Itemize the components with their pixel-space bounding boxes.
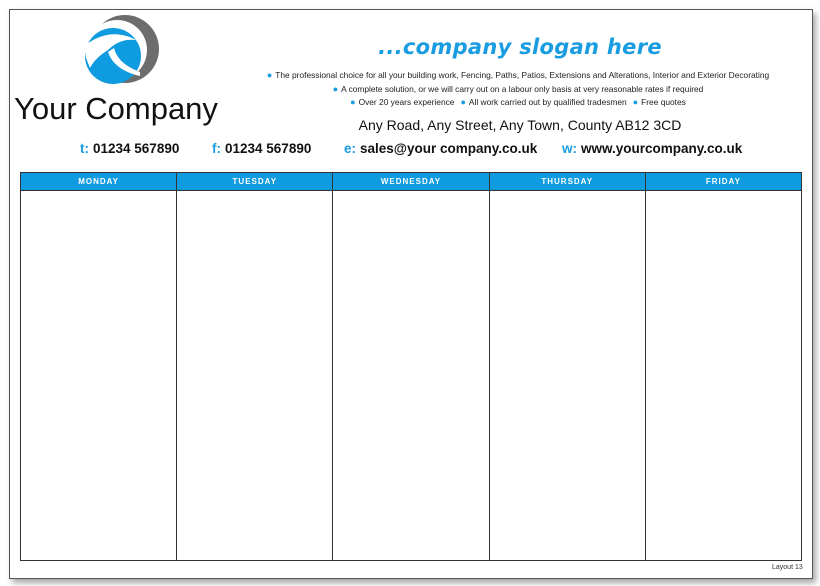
- fax: [212, 141, 311, 156]
- bullet-text: A complete solution, or we will carry out on a labour only basis at very reasonable rates if required: [341, 83, 704, 94]
- day-notes-area: [490, 191, 645, 560]
- fax-label: f:: [212, 141, 221, 156]
- layout-label: Layout 13: [772, 564, 803, 571]
- fax-number: 01234 567890: [225, 141, 312, 156]
- company-name: Your Company: [14, 91, 218, 126]
- day-header: FRIDAY: [646, 173, 801, 191]
- web-address: www.yourcompany.co.uk: [581, 141, 743, 156]
- bullet-text: Over 20 years experience: [358, 97, 455, 108]
- company-logo-icon: [80, 12, 162, 94]
- tel-label: t:: [80, 141, 89, 156]
- email-label: e:: [344, 141, 357, 156]
- day-notes-area: [177, 191, 332, 560]
- weekly-planner-grid: [20, 172, 802, 561]
- tel-number: 01234 567890: [93, 141, 180, 156]
- email: [344, 141, 537, 156]
- company-address: Any Road, Any Street, Any Town, County AB12 3CD: [358, 117, 682, 133]
- bullet-icon: ●: [632, 97, 639, 108]
- bullet-icon: ●: [266, 70, 273, 80]
- day-header: MONDAY: [21, 173, 176, 191]
- day-notes-area: [21, 191, 176, 560]
- day-header: THURSDAY: [490, 173, 645, 191]
- services-bullets: [215, 69, 815, 110]
- bullet-text: The professional choice for all your building work, Fencing, Paths, Patios, Extensions and Alterations, Interior and Exterior Decorating: [275, 70, 770, 80]
- day-column-tuesday: [177, 173, 333, 560]
- day-notes-area: [333, 191, 488, 560]
- day-header: WEDNESDAY: [333, 173, 488, 191]
- website: [562, 141, 742, 156]
- day-notes-area: [646, 191, 801, 560]
- day-column-friday: [646, 173, 801, 560]
- bullet-icon: ●: [460, 97, 466, 108]
- bullet-icon: ●: [350, 97, 356, 108]
- bullet-text: Free quotes: [641, 97, 686, 108]
- company-slogan: ...company slogan here: [378, 35, 662, 59]
- day-column-thursday: [490, 173, 646, 560]
- telephone: [80, 141, 179, 156]
- bullet-icon: ●: [332, 83, 339, 94]
- day-column-monday: [21, 173, 177, 560]
- day-column-wednesday: [333, 173, 489, 560]
- day-header: TUESDAY: [177, 173, 332, 191]
- web-label: w:: [562, 141, 577, 156]
- bullet-text: All work carried out by qualified tradesmen: [468, 97, 627, 108]
- email-address: sales@your company.co.uk: [360, 141, 538, 156]
